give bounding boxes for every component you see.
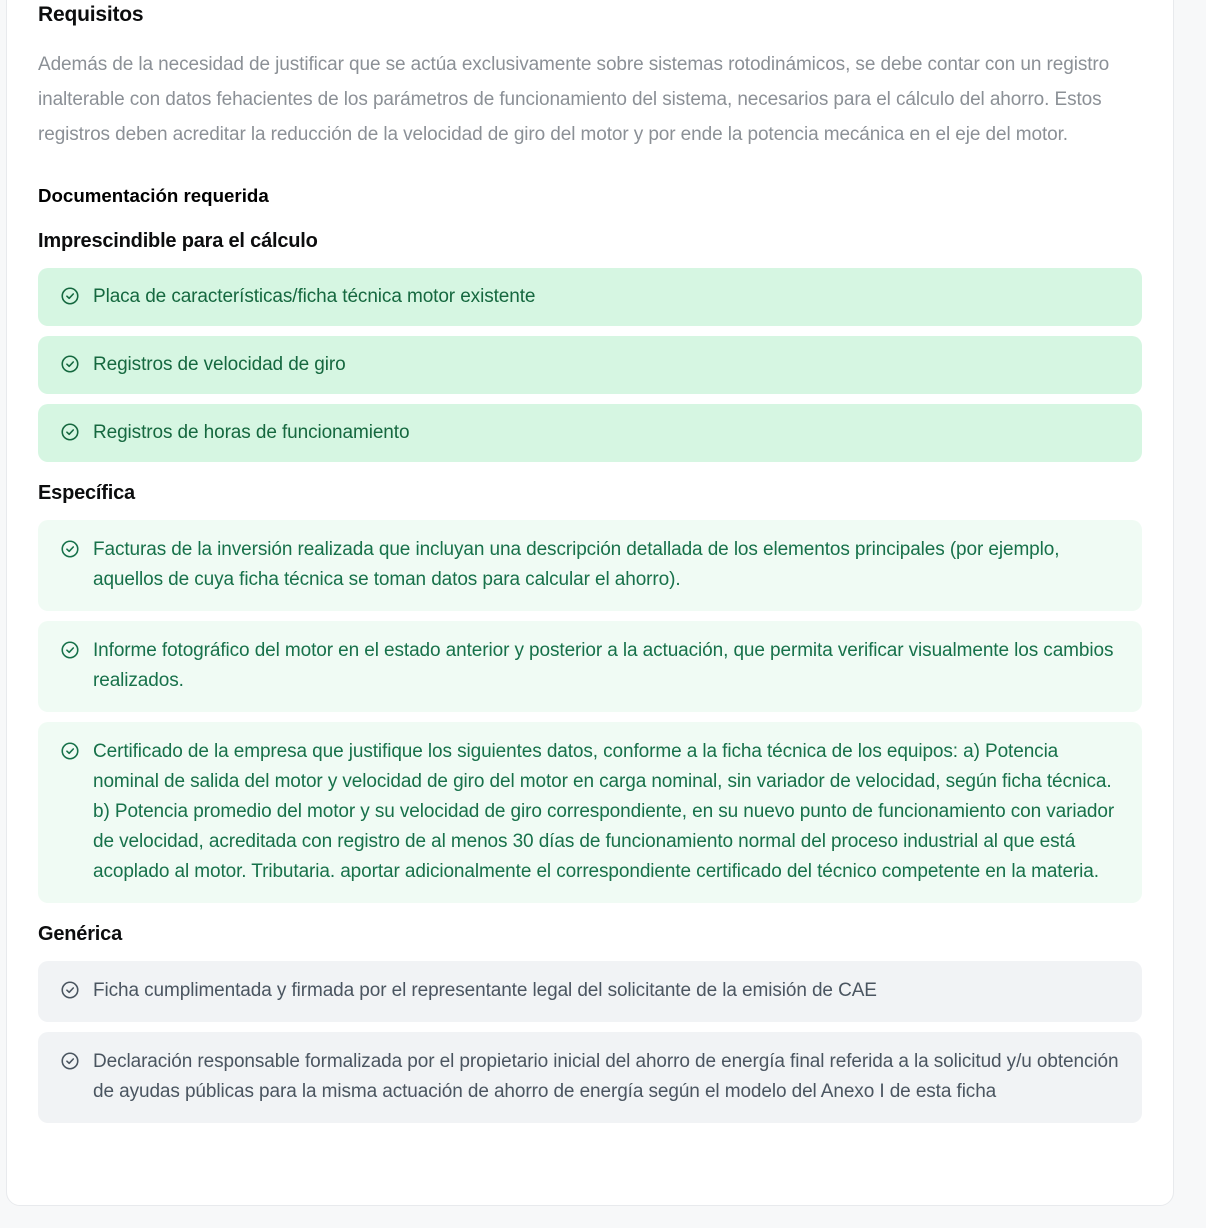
spacer [38, 152, 1142, 185]
check-circle-icon [60, 640, 80, 660]
requirement-list-3 [38, 961, 1142, 1123]
documentation-card [6, 0, 1174, 1206]
check-circle-icon [60, 1051, 80, 1071]
group-title-3: Genérica [38, 923, 123, 945]
documentacion-heading: Documentación requerida [38, 185, 269, 206]
requirement-item[interactable] [38, 336, 1142, 394]
requirement-item[interactable] [38, 404, 1142, 462]
documentation-groups [38, 207, 1142, 1123]
spacer [38, 254, 1142, 268]
group-title-1: Imprescindible para el cálculo [38, 230, 318, 252]
spacer [38, 29, 1142, 47]
requisitos-paragraph: Además de la necesidad de justificar que se actúa exclusivamente sobre sistemas rotodinámicos, se debe contar con un registro inalterable con datos fehacientes de los parámetros de funcionamiento del sistema, necesarios para el cálculo del ahorro. Estos registros deben acreditar la reducción de la velocidad de giro del motor y por ende la potencia mecánica en el eje del motor. [38, 54, 1110, 145]
requirement-label: Ficha cumplimentada y firmada por el representante legal del solicitante de la emisión de CAE [93, 980, 877, 1001]
card-content [38, 1, 1142, 1123]
requirement-label: Placa de características/ficha técnica motor existente [93, 286, 536, 307]
requirement-item[interactable] [38, 961, 1142, 1022]
group-title-2: Específica [38, 482, 135, 504]
spacer [38, 903, 1142, 921]
check-circle-icon [60, 741, 80, 761]
requisitos-heading: Requisitos [38, 3, 144, 26]
requirement-label: Registros de velocidad de giro [93, 354, 346, 375]
requirement-item[interactable] [38, 268, 1142, 326]
check-circle-icon [60, 539, 80, 559]
check-circle-icon [60, 286, 80, 306]
requirement-label: Registros de horas de funcionamiento [93, 422, 410, 443]
spacer [38, 207, 1142, 228]
check-circle-icon [60, 980, 80, 1000]
spacer [38, 947, 1142, 961]
check-circle-icon [60, 354, 80, 374]
requirement-list-2 [38, 520, 1142, 903]
requirement-item[interactable] [38, 1032, 1142, 1123]
requirement-item[interactable] [38, 621, 1142, 712]
requirement-label: Certificado de la empresa que justifique los siguientes datos, conforme a la ficha técnica de los equipos: a) Potencia nominal de salida del motor y velocidad de giro del motor en carga nominal, sin variador de velocidad, según ficha técnica. b) Potencia promedio del motor y su velocidad de giro correspondiente, en su nuevo punto de funcionamiento con variador de velocidad, acreditada con registro de al menos 30 días de funcionamiento normal del proceso industrial al que está acoplado al motor. Tributaria. aportar adicionalmente el correspondiente certificado del técnico competente en la materia. [93, 741, 1115, 882]
spacer [38, 462, 1142, 480]
requirement-item[interactable] [38, 520, 1142, 611]
requirement-list-1 [38, 268, 1142, 462]
requirement-label: Facturas de la inversión realizada que incluyan una descripción detallada de los elementos principales (por ejemplo, aquellos de cuya ficha técnica se toman datos para calcular el ahorro). [93, 539, 1060, 590]
check-circle-icon [60, 422, 80, 442]
spacer [38, 506, 1142, 520]
requirement-label: Declaración responsable formalizada por el propietario inicial del ahorro de energía final referida a la solicitud y/u obtención de ayudas públicas para la misma actuación de ahorro de energía según el modelo del Anexo I de esta ficha [93, 1051, 1119, 1102]
requirement-label: Informe fotográfico del motor en el estado anterior y posterior a la actuación, que permita verificar visualmente los cambios realizados. [93, 640, 1114, 691]
requirement-item[interactable] [38, 722, 1142, 903]
